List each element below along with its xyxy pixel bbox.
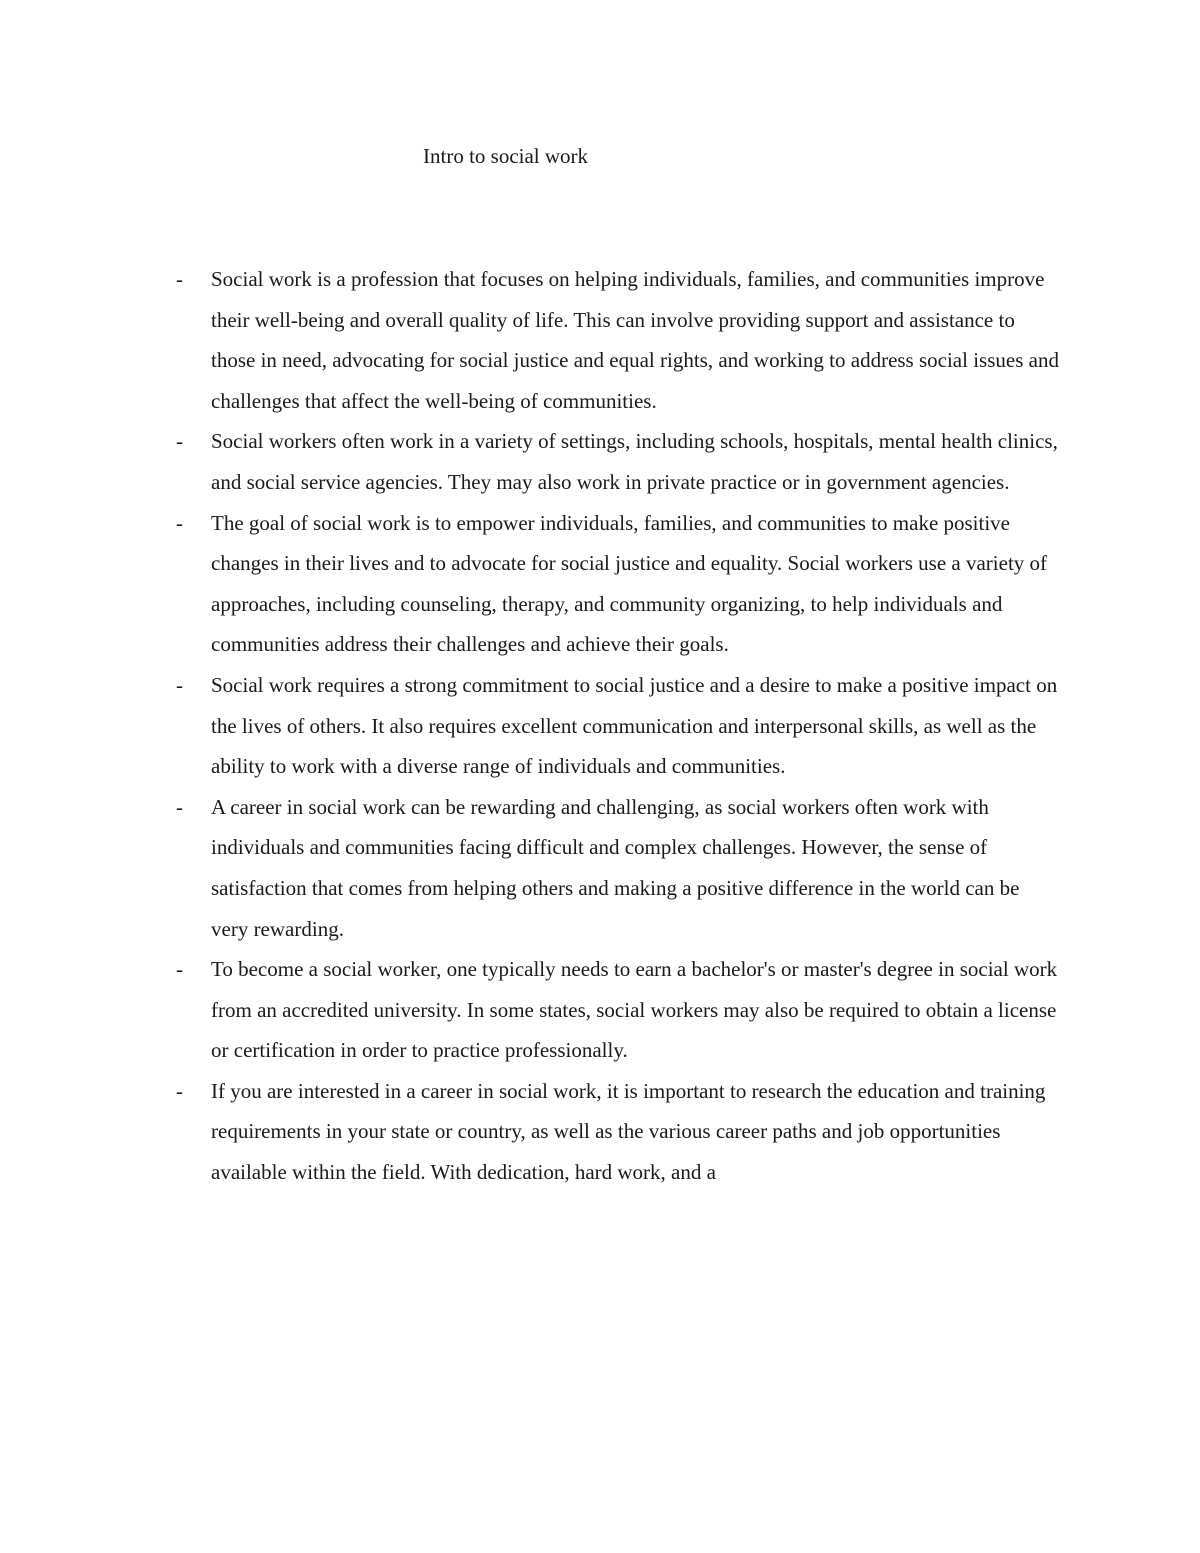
list-item-text: Social work requires a strong commitment to social justice and a desire to make a positive impact on the lives of others. It also requires excellent communication and interpersonal skills, as well as the ability to work with a diverse range of individuals and communities. (211, 672, 1058, 779)
list-item-text: If you are interested in a career in social work, it is important to research the education and training requirements in your state or country, as well as the various career paths and job opportunities available within the field. With dedication, hard work, and a (211, 1078, 1046, 1185)
bullet-dash: - (176, 267, 183, 291)
list-item (0, 787, 1200, 949)
list-item (0, 1071, 1200, 1193)
bullet-dash: - (176, 794, 183, 819)
bullet-dash: - (176, 957, 183, 982)
bullet-dash: - (176, 429, 183, 454)
list-item-text: The goal of social work is to empower individuals, families, and communities to make positive changes in their lives and to advocate for social justice and equality. Social workers use a variety of approaches, including counseling, therapy, and community organizing, to help individuals and communities address their challenges and achieve their goals. (211, 510, 1048, 657)
list-item (0, 503, 1200, 665)
bullet-list (0, 259, 1200, 1193)
bullet-dash: - (176, 510, 183, 535)
list-item-text: Social workers often work in a variety of settings, including schools, hospitals, mental health clinics, and social service agencies. They may also work in private practice or in government agencies. (211, 429, 1058, 494)
document-title: Intro to social work (423, 144, 589, 168)
list-item (0, 665, 1200, 787)
list-item (0, 259, 1200, 421)
list-item-text: To become a social worker, one typically needs to earn a bachelor's or master's degree in social work from an accredited university. In some states, social workers may also be required to obtain a license or certification in order to practice professionally. (211, 957, 1058, 1063)
list-item (0, 421, 1200, 502)
list-item (0, 949, 1200, 1071)
bullet-dash: - (176, 1078, 183, 1103)
list-item-text: A career in social work can be rewarding and challenging, as social workers often work with individuals and communities facing difficult and complex challenges. However, the sense of satisfaction that comes from helping others and making a positive difference in the world can be very rewarding. (211, 794, 1020, 941)
bullet-dash: - (176, 672, 183, 697)
list-item-text: Social work is a profession that focuses on helping individuals, families, and communities improve their well-being and overall quality of life. This can involve providing support and assistance to those in need, advocating for social justice and equal rights, and working to address social issues and challenges that affect the well-being of communities. (211, 267, 1059, 413)
